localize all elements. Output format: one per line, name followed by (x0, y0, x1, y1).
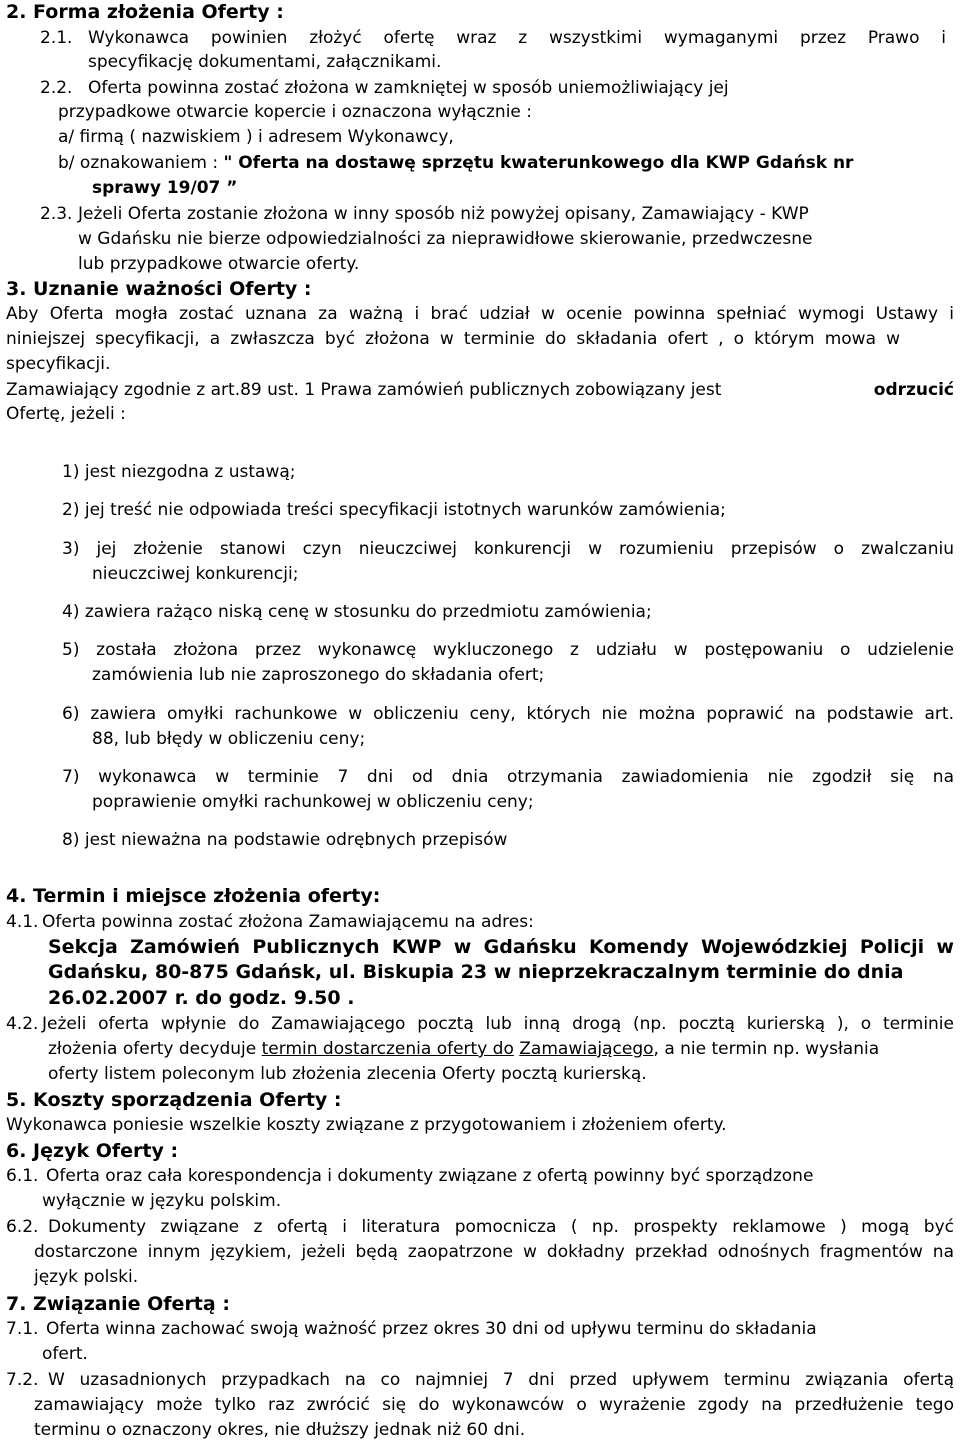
point-2-2-line-5: sprawy 19/07 ” (92, 178, 238, 198)
point-4-1-number: 4.1. (6, 912, 39, 932)
rejection-item-6: 6) zawiera omyłki rachunkowe w obliczeniu ceny, których nie można poprawić na podstawie art. (62, 704, 954, 724)
section-5-line-1: Wykonawca poniesie wszelkie koszty związane z przygotowaniem i złożeniem oferty. (6, 1115, 727, 1135)
point-6-1-number: 6.1. (6, 1166, 39, 1186)
point-4-2-number: 4.2. (6, 1014, 39, 1034)
point-4-1-deadline: 26.02.2007 r. do godz. 9.50 . (48, 987, 355, 1009)
point-6-2-line-1: Dokumenty związane z ofertą i literatura pomocnicza ( np. prospekty reklamowe ) mogą być (48, 1217, 954, 1237)
point-4-2-line-1: Jeżeli oferta wpłynie do Zamawiającego pocztą lub inną drogą (np. pocztą kurierską ), o terminie (42, 1014, 954, 1034)
point-6-1-line-2: wyłącznie w języku polskim. (42, 1191, 282, 1211)
marking-text: " Oferta na dostawę sprzętu kwaterunkowego dla KWP Gdańsk nr (223, 153, 854, 173)
point-4-2-line-3: oferty listem poleconym lub złożenia zlecenia Oferty pocztą kurierską. (48, 1064, 647, 1084)
rejection-item-3-cont: nieuczciwej konkurencji; (92, 564, 299, 584)
rejection-item-1: 1) jest niezgodna z ustawą; (62, 462, 296, 482)
point-6-2-line-2: dostarczone innym językiem, jeżeli będą zaopatrzone w dokładny przekład odnośnych fragmentów na (34, 1242, 954, 1262)
section-5-heading: 5. Koszty sporządzenia Oferty : (6, 1089, 342, 1111)
rejection-item-7-cont: poprawienie omyłki rachunkowej w obliczeniu ceny; (92, 792, 534, 812)
point-6-1-line-1: Oferta oraz cała korespondencja i dokumenty związane z ofertą powinny być sporządzone (46, 1166, 814, 1186)
section-3-line-4 (6, 378, 954, 402)
rejection-item-4: 4) zawiera rażąco niską cenę w stosunku do przedmiotu zamówienia; (62, 602, 652, 622)
point-4-1-address-2: Gdańsku, 80-875 Gdańsk, ul. Biskupia 23 w nieprzekraczalnym terminie do dnia (48, 961, 904, 983)
point-7-2-number: 7.2. (6, 1370, 39, 1390)
point-2-3-line-3: lub przypadkowe otwarcie oferty. (78, 254, 360, 274)
section-6-heading: 6. Język Oferty : (6, 1140, 179, 1162)
point-7-1-line-2: ofert. (42, 1344, 88, 1364)
section-2-heading: 2. Forma złożenia Oferty : (6, 1, 284, 23)
underlined-contracting-authority: Zamawiającego (519, 1039, 654, 1059)
underlined-delivery-term: termin dostarczenia oferty do (261, 1039, 514, 1059)
section-3-line-3: specyfikacji. (6, 354, 111, 374)
point-4-2-line-2-start: złożenia oferty decyduje (48, 1039, 262, 1059)
section-4-heading: 4. Termin i miejsce złożenia oferty: (6, 885, 381, 907)
marking-label: b/ oznakowaniem : (58, 153, 224, 173)
point-2-3-line-2: w Gdańsku nie bierze odpowiedzialności za nieprawidłowe skierowanie, przedwczesne (78, 229, 813, 249)
rejection-item-2: 2) jej treść nie odpowiada treści specyfikacji istotnych warunków zamówienia; (62, 500, 726, 520)
point-7-2-line-3: terminu o oznaczony okres, nie dłuższy jednak niż 60 dni. (34, 1420, 526, 1440)
point-2-2-line-1: Oferta powinna zostać złożona w zamkniętej w sposób uniemożliwiający jej (88, 78, 729, 98)
point-4-1-line-1: Oferta powinna zostać złożona Zamawiającemu na adres: (42, 912, 534, 932)
point-2-2-line-2: przypadkowe otwarcie kopercie i oznaczona wyłącznie : (58, 102, 533, 122)
reject-word: odrzucić (873, 380, 954, 400)
point-7-1-line-1: Oferta winna zachować swoją ważność przez okres 30 dni od upływu terminu do składania (46, 1319, 817, 1339)
point-4-1-address-1: Sekcja Zamówień Publicznych KWP w Gdańsku Komendy Wojewódzkiej Policji w (48, 936, 954, 958)
point-2-1-number: 2.1. (40, 28, 73, 48)
point-7-2-line-1: W uzasadnionych przypadkach na co najmniej 7 dni przed upływem terminu związania ofertą (48, 1370, 954, 1390)
point-2-3-line-1: Jeżeli Oferta zostanie złożona w inny sposób niż powyżej opisany, Zamawiający - KWP (78, 204, 809, 224)
section-3-line-5: Ofertę, jeżeli : (6, 404, 126, 424)
point-2-2-number: 2.2. (40, 78, 73, 98)
section-3-heading: 3. Uznanie ważności Oferty : (6, 278, 312, 300)
point-7-2-line-2: zamawiający może tylko raz zwrócić się do wykonawców o wyrażenie zgody na przedłużenie tego (34, 1395, 954, 1415)
point-6-2-line-3: język polski. (34, 1267, 139, 1287)
point-4-2-line-2-end: , a nie termin np. wysłania (653, 1039, 880, 1059)
section-3-line-4-text: Zamawiający zgodnie z art.89 ust. 1 Prawa zamówień publicznych zobowiązany jest (6, 380, 722, 400)
rejection-item-6-cont: 88, lub błędy w obliczeniu ceny; (92, 729, 366, 749)
rejection-item-7: 7) wykonawca w terminie 7 dni od dnia otrzymania zawiadomienia nie zgodził się na (62, 767, 954, 787)
section-3-line-1: Aby Oferta mogła zostać uznana za ważną i brać udział w ocenie powinna spełniać wymogi Ustawy i (6, 304, 954, 324)
section-7-heading: 7. Związanie Ofertą : (6, 1293, 230, 1315)
point-6-2-number: 6.2. (6, 1217, 39, 1237)
point-2-2-line-3: a/ firmą ( nazwiskiem ) i adresem Wykonawcy, (58, 127, 454, 147)
rejection-item-3: 3) jej złożenie stanowi czyn nieuczciwej konkurencji w rozumieniu przepisów o zwalczaniu (62, 539, 954, 559)
rejection-item-5: 5) została złożona przez wykonawcę wykluczonego z udziału w postępowaniu o udzielenie (62, 640, 954, 660)
point-4-2-line-2 (48, 1037, 879, 1061)
rejection-item-5-cont: zamówienia lub nie zaproszonego do składania ofert; (92, 665, 545, 685)
point-2-1-line-2: specyfikację dokumentami, załącznikami. (88, 52, 442, 72)
point-2-3-number: 2.3. (40, 204, 73, 224)
point-2-2-line-4 (58, 151, 853, 175)
section-3-line-2: niniejszej specyfikacji, a zwłaszcza być złożona w terminie do składania ofert , o którym mowa w (6, 329, 900, 349)
point-7-1-number: 7.1. (6, 1319, 39, 1339)
point-2-1-line-1: Wykonawca powinien złożyć ofertę wraz z wszystkimi wymaganymi przez Prawo i (88, 28, 946, 48)
rejection-item-8: 8) jest nieważna na podstawie odrębnych przepisów (62, 830, 508, 850)
